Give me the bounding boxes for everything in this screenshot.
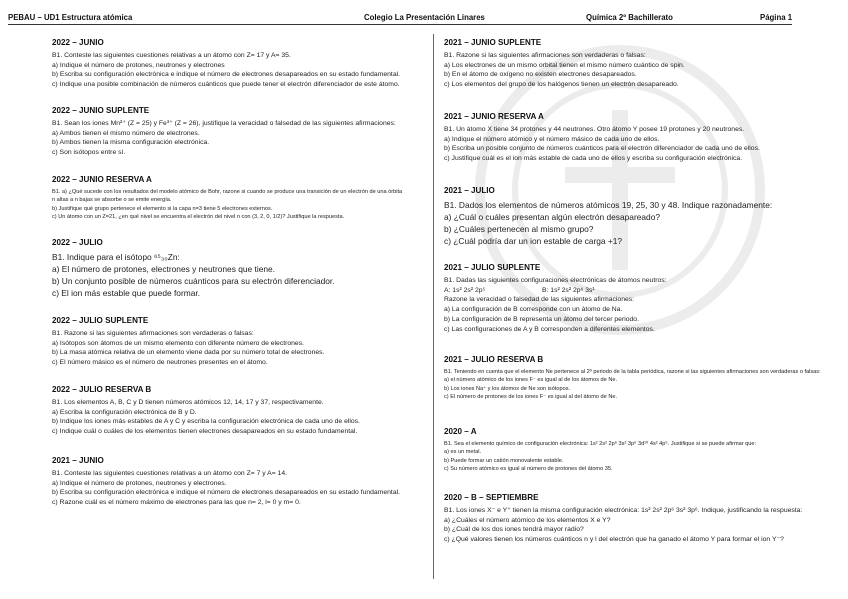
section-2021-junio bbox=[52, 456, 422, 508]
section-2020-a bbox=[444, 427, 834, 474]
question-line: A: 1s² 2s² 2p⁵ B: 1s² 2s² 2p⁶ 3s¹ bbox=[444, 286, 595, 294]
section-title: 2021 – JUNIO bbox=[52, 456, 104, 465]
question-line: a) es un metal. bbox=[444, 449, 481, 456]
question-line: B1. a) ¿Qué sucede con los resultados del modelo atómico de Bohr, razone si cuando se produce una transición de un electrón de una órbita bbox=[52, 189, 403, 195]
header-center: Colegio La Presentación Linares bbox=[364, 13, 485, 22]
question-line: a) Los electrones de un mismo orbital tienen el mismo número cuántico de spin. bbox=[444, 61, 685, 69]
section-title: 2021 – JULIO RESERVA B bbox=[444, 355, 544, 364]
section-title: 2022 – JUNIO bbox=[52, 38, 104, 47]
question-line: a) ¿Cuáles el número atómico de los elementos X e Y? bbox=[444, 516, 611, 524]
section-title: 2022 – JUNIO RESERVA A bbox=[52, 175, 152, 184]
question-line: c) Indique cuál o cuáles de los elementos tienen electrones desapareados en su estado fundamental. bbox=[52, 428, 358, 436]
section-title: 2020 – A bbox=[444, 427, 477, 436]
question-line: c) Su número atómico es igual al número de protones del átomo 35. bbox=[444, 466, 613, 473]
question-line: B1. Sean los iones Mn²⁺ (Z = 25) y Fe³⁺ (Z = 26), justifique la veracidad o falsedad de las siguientes afirmaciones: bbox=[52, 120, 396, 127]
question-line: c) Razone cuál es el número máximo de electrones para las que n= 2, l= 0 y m= 0. bbox=[52, 499, 301, 507]
question-line: B1. Razone si las siguientes afirmaciones son verdaderas o falsas: bbox=[52, 330, 254, 337]
section-title: 2021 – JUNIO SUPLENTE bbox=[444, 38, 542, 47]
question-line: b) La masa atómica relativa de un elemento viene dada por su número total de electrones. bbox=[52, 349, 325, 357]
section-2022-julio bbox=[52, 238, 422, 299]
question-line: B1. Razone si las siguientes afirmaciones son verdaderas o falsas: bbox=[444, 52, 646, 59]
question-line: a) Isótopos son átomos de un mismo elemento con diferente número de electrones. bbox=[52, 339, 305, 347]
question-line: c) Son isótopos entre sí. bbox=[52, 149, 126, 157]
question-line: b) Puede formar un catión monovalente estable. bbox=[444, 457, 564, 464]
section-2022-junio bbox=[52, 38, 422, 90]
section-2021-julio-suplente bbox=[444, 263, 834, 334]
section-2020-b-septiembre bbox=[444, 493, 834, 545]
section-title: 2020 – B – SEPTIEMBRE bbox=[444, 493, 539, 502]
question-line: b) Indique los iones más estables de A y C y escriba la configuración electrónica de cada uno de ellos. bbox=[52, 418, 360, 426]
question-line: b) En el átomo de oxígeno no existen electrones desapareados. bbox=[444, 71, 637, 79]
section-2021-junio-suplente bbox=[444, 38, 834, 90]
header-rule bbox=[8, 24, 792, 25]
question-line: Razone la veracidad o falsedad de las siguientes afirmaciones: bbox=[444, 296, 635, 304]
question-line: a) El número de protones, electrones y neutrones que tiene. bbox=[52, 264, 276, 274]
section-2021-junio-reserva-a bbox=[444, 112, 834, 164]
section-title: 2021 – JUNIO RESERVA A bbox=[444, 112, 544, 121]
question-line: b) Escriba un posible conjunto de números cuánticos para el electrón diferenciador de cada uno de ellos. bbox=[444, 145, 760, 153]
question-line: c) Indique una posible combinación de números cuánticos que puede tener el electrón diferenciador de este átomo. bbox=[52, 81, 400, 89]
question-line: B1. Los elementos A, B, C y D tienen números atómicos 12, 14, 17 y 37, respectivamente. bbox=[52, 399, 324, 406]
question-line: a) Ambos tienen el mismo número de electrones. bbox=[52, 129, 200, 137]
question-line: b) ¿Cuál de los dos iones tendrá mayor radio? bbox=[444, 526, 584, 534]
section-title: 2022 – JULIO bbox=[52, 238, 103, 247]
section-title: 2022 – JULIO RESERVA B bbox=[52, 385, 152, 394]
question-line: b) Ambos tienen la misma configuración electrónica. bbox=[52, 139, 210, 147]
section-title: 2021 – JULIO SUPLENTE bbox=[444, 263, 541, 272]
section-2022-junio-suplente bbox=[52, 106, 422, 158]
question-line: a) Escriba la configuración electrónica de B y D. bbox=[52, 408, 197, 416]
section-title: 2021 – JULIO bbox=[444, 186, 495, 195]
question-line: c) ¿Cuál podría dar un ion estable de carga +1? bbox=[444, 236, 623, 246]
question-line: B1. Indique para el isótopo ⁶⁵₃₀Zn: bbox=[52, 252, 180, 262]
question-line: c) ¿Qué valores tienen los números cuánticos n y l del electrón que ha ganado el átomo Y para formar el ion Y⁻? bbox=[444, 536, 784, 544]
question-line: a) Indique el número de protones, neutrones y electrones. bbox=[52, 479, 227, 487]
section-title: 2022 – JULIO SUPLENTE bbox=[52, 316, 149, 325]
question-line: B1. Teniendo en cuenta que el elemento Ne pertenece al 2º periodo de la tabla periódica, razone si las siguientes afirmaciones son verdaderas o falsas: bbox=[444, 369, 821, 375]
question-line: c) Un átomo con un Z=21, ¿en qué nivel se encuentra el electrón del nivel n con (3, 2, 0, 1/2)? Justifique la respuesta. bbox=[52, 214, 345, 221]
header-right: Química 2º Bachillerato bbox=[586, 13, 673, 22]
question-line: B1. Los iones X⁻ e Y⁺ tienen la misma configuración electrónica: 1s² 2s² 2p⁶ 3s² 3p⁶. Indique, justificando la respuesta: bbox=[444, 507, 803, 514]
question-line: B1. Dadas las siguientes configuraciones electrónicas de átomos neutros: bbox=[444, 277, 667, 284]
question-line: c) El número de protones de los iones F⁻ es igual al del átomo de Ne. bbox=[444, 394, 618, 401]
question-line: B1. Conteste las siguientes cuestiones relativas a un átomo con Z= 7 y A= 14. bbox=[52, 470, 288, 477]
question-line: c) Los elementos del grupo de los halógenos tienen un electrón desapareado. bbox=[444, 81, 679, 89]
question-line: c) El número másico es el número de neutrones presentes en el átomo. bbox=[52, 359, 268, 367]
section-2021-julio-reserva-b bbox=[444, 355, 834, 402]
section-2022-junio-reserva-a bbox=[52, 175, 422, 222]
question-line: a) Indique el número de protones, neutrones y electrones bbox=[52, 61, 225, 69]
question-line: c) Las configuraciones de A y B corresponden a diferentes elementos. bbox=[444, 325, 655, 333]
question-line: b) Justifique qué grupo pertenece el elemento si la capa n=3 tiene 5 electrones externos. bbox=[52, 205, 273, 212]
question-line: a) Indique el número atómico y el número másico de cada uno de ellos. bbox=[444, 135, 660, 143]
question-line: c) El ion más estable que puede formar. bbox=[52, 288, 201, 298]
section-2022-julio-suplente bbox=[52, 316, 422, 368]
question-line: c) Justifique cuál es el ion más estable de cada uno de ellos y escriba su configuración electrónica. bbox=[444, 155, 743, 163]
question-line: B1. Sea el elemento químico de configuración electrónica: 1s² 2s² 2p⁶ 3s² 3p⁶ 3d¹⁰ 4s² 4p⁵. Justifique si se puede afirmar que: bbox=[444, 441, 757, 447]
question-line: b) Un conjunto posible de números cuánticos para su electrón diferenciador. bbox=[52, 276, 335, 286]
question-line: b) Los iones Na⁺ y los átomos de Ne son isótopos. bbox=[444, 385, 571, 392]
question-line: a) La configuración de B corresponde con un átomo de Na. bbox=[444, 306, 623, 314]
question-line: B1. Conteste las siguientes cuestiones relativas a un átomo con Z= 17 y A= 35. bbox=[52, 52, 291, 59]
question-line: a) ¿Cuál o cuáles presentan algún electrón desapareado? bbox=[444, 212, 661, 222]
question-line: a) el número atómico de los iones F⁻ es igual al de los átomos de Ne. bbox=[444, 377, 618, 384]
question-line: B1. Un átomo X tiene 34 protones y 44 neutrones. Otro átomo Y posee 19 protones y 20 neutrones. bbox=[444, 126, 745, 133]
header-left: PEBAU – UD1 Estructura atómica bbox=[8, 13, 133, 22]
section-2022-julio-reserva-b bbox=[52, 385, 422, 437]
column-divider bbox=[433, 34, 434, 579]
question-line: n altas a n bajas se absorbe o se emite energía. bbox=[52, 197, 172, 204]
question-line: B1. Dados los elementos de números atómicos 19, 25, 30 y 48. Indique razonadamente: bbox=[444, 200, 773, 210]
question-line: b) ¿Cuáles pertenecen al mismo grupo? bbox=[444, 224, 594, 234]
page-number: Página 1 bbox=[760, 13, 793, 22]
section-title: 2022 – JUNIO SUPLENTE bbox=[52, 106, 150, 115]
section-2021-julio bbox=[444, 186, 834, 247]
question-line: b) Escriba su configuración electrónica e indique el número de electrones desapareados en su estado fundamental. bbox=[52, 489, 400, 497]
question-line: b) Escriba su configuración electrónica e indique el número de electrones desapareados en su estado fundamental. bbox=[52, 71, 400, 79]
question-line: b) La configuración de B representa un átomo del tercer periodo. bbox=[444, 315, 639, 323]
